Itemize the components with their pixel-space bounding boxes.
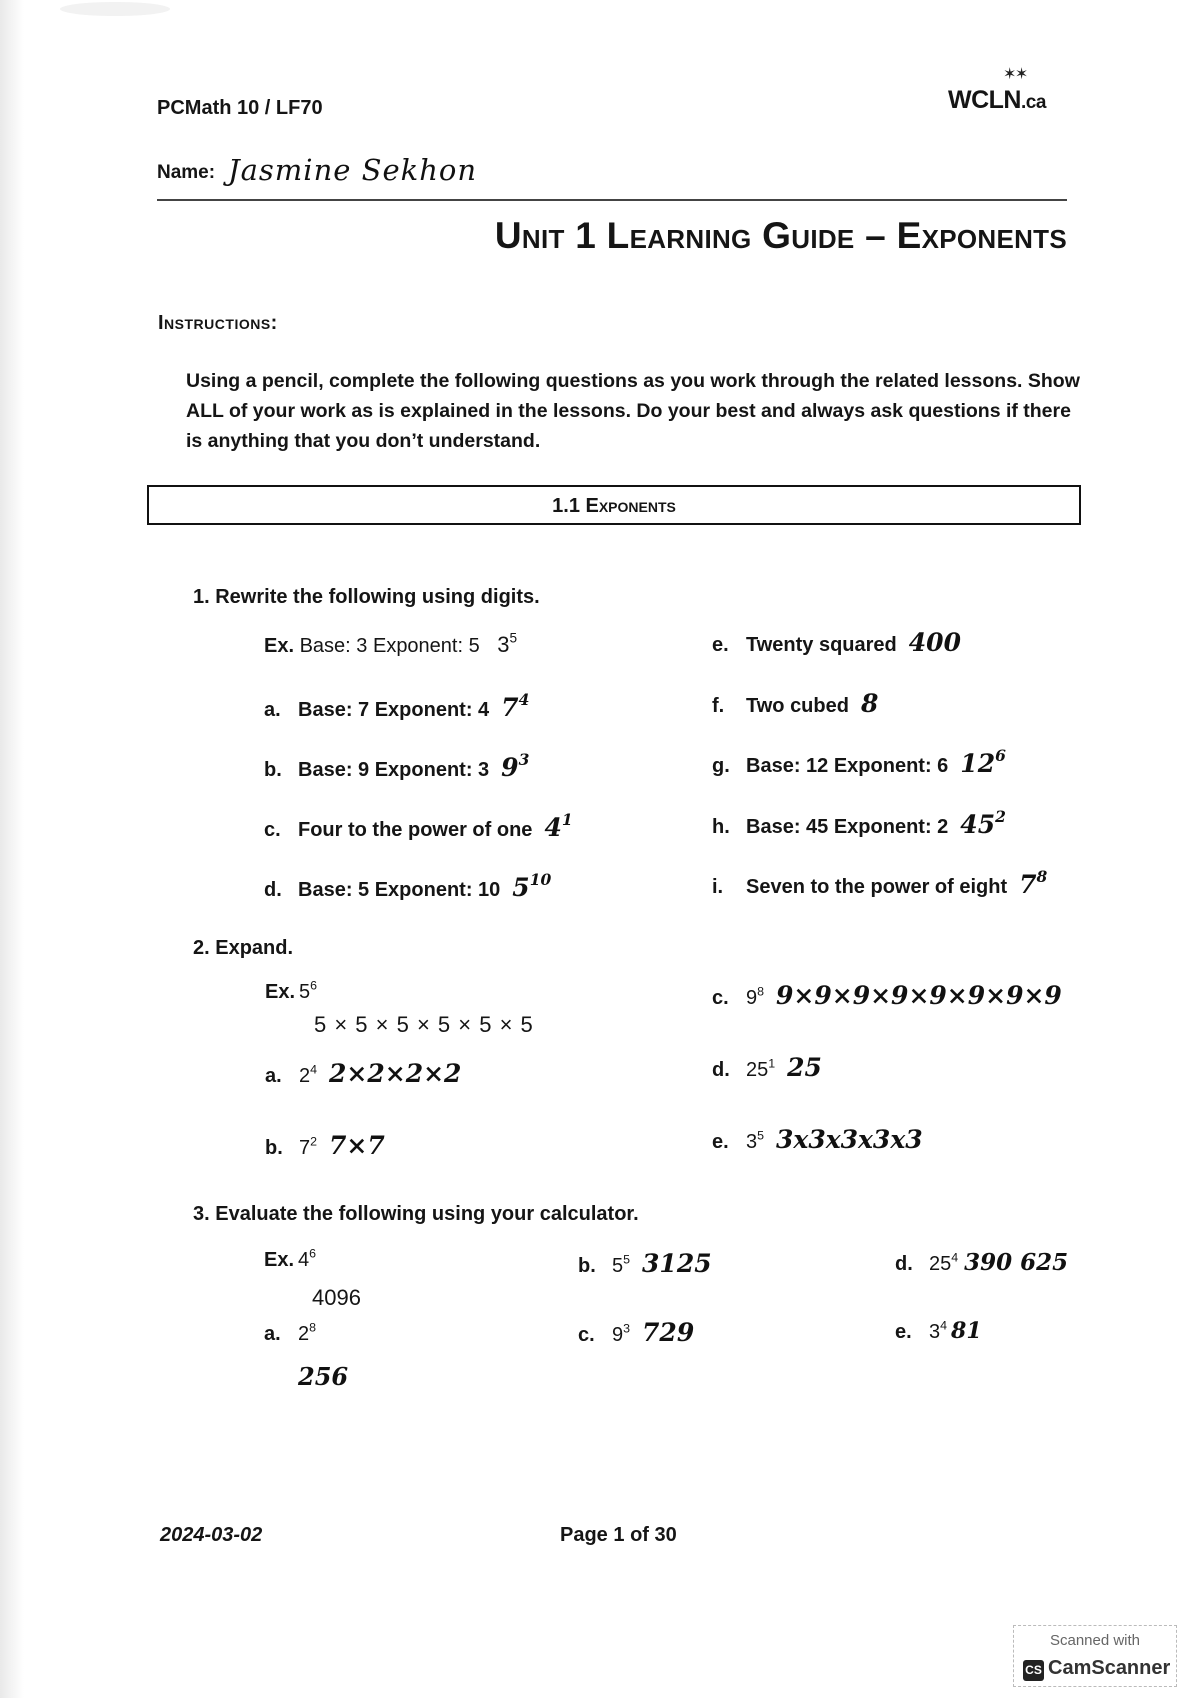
q1-item-answer (960, 807, 1006, 839)
power-exp: 2 (310, 1134, 318, 1149)
q2-example-power (299, 978, 318, 1003)
q3-item-d (895, 1249, 1068, 1276)
watermark-brand: CamScanner (1048, 1657, 1171, 1679)
q1-item-a (264, 690, 530, 722)
student-name: Jasmine Sekhon (228, 153, 478, 187)
power-exp: 1 (768, 1056, 776, 1071)
name-label: Name: (157, 162, 216, 183)
course-code: PCMath 10 / LF70 (157, 97, 323, 119)
logo-stars-icon: ✶ ✶ (1003, 66, 1026, 83)
q3-example-letter: Ex. (264, 1249, 295, 1271)
answer-exp: 3 (518, 750, 530, 770)
page-current: 1 (613, 1524, 625, 1546)
power-base: 3 (929, 1321, 941, 1343)
q1-item-answer (512, 870, 552, 902)
answer-exp: 8 (1036, 867, 1048, 887)
q2-example-letter: Ex. (265, 981, 296, 1003)
q2-item-d (712, 1053, 822, 1082)
watermark-caption: Scanned with (1049, 1632, 1141, 1649)
q3-item-power (298, 1320, 317, 1345)
q2-item-letter: c. (712, 987, 729, 1009)
q3-item-letter: b. (578, 1255, 596, 1277)
answer-exp: 4 (518, 690, 530, 710)
q2-item-a (265, 1059, 461, 1088)
site-logo-text: WCLN (948, 86, 1021, 114)
power-base: 3 (746, 1131, 758, 1153)
q1-item-letter: i. (712, 876, 724, 898)
q2-item-e (712, 1125, 923, 1154)
q3-item-answer: 729 (642, 1318, 695, 1347)
answer-base: 5 (512, 873, 530, 902)
q2-item-answer: 2×2×2×2 (329, 1059, 462, 1088)
answer-base: 7 (1019, 870, 1037, 899)
power-base: 25 (746, 1059, 769, 1081)
q3-example-power (298, 1246, 317, 1271)
page-prefix: Page (560, 1524, 608, 1546)
q1-item-letter: e. (712, 634, 729, 656)
q1-item-answer (501, 750, 530, 782)
q1-example-base: 3 (497, 632, 510, 657)
power-base: 5 (612, 1255, 624, 1277)
q1-item-answer (1019, 867, 1048, 899)
q1-item-text: Base: 5 Exponent: 10 (298, 879, 501, 901)
q1-item-text: Base: 45 Exponent: 2 (746, 816, 949, 838)
power-exp: 3 (623, 1321, 631, 1336)
power-exp: 8 (757, 984, 765, 999)
q2-item-power (299, 1062, 318, 1087)
q2-item-letter: a. (265, 1065, 282, 1087)
instructions-heading: Instructions: (158, 312, 278, 334)
q1-example-answer (497, 632, 517, 657)
q1-item-g (712, 746, 1006, 778)
q2-item-letter: e. (712, 1131, 729, 1153)
q1-item-c (264, 810, 573, 842)
answer-exp: 1 (561, 810, 573, 830)
q1-item-text: Twenty squared (746, 634, 897, 656)
q3-item-a (264, 1320, 317, 1346)
power-exp: 4 (951, 1250, 959, 1265)
site-logo (948, 86, 1046, 115)
q3-item-answer: 390 625 (964, 1249, 1069, 1276)
q3-item-letter: a. (264, 1323, 281, 1345)
answer-exp: 2 (995, 807, 1006, 827)
power-base: 4 (298, 1249, 310, 1271)
q1-item-text: Four to the power of one (298, 819, 533, 841)
instructions-text: Using a pencil, complete the following questions as you work through the related lessons. Show ALL of your work as is explained in the lessons. Do your best and always ask questions if there is anything that you don’t understand. (186, 370, 1080, 452)
q2-item-answer: 9×9×9×9×9×9×9×9 (776, 981, 1062, 1010)
q1-item-f (712, 689, 878, 718)
q2-example-expansion: 5 × 5 × 5 × 5 × 5 × 5 (314, 1012, 534, 1037)
q3-item-e (895, 1318, 982, 1344)
answer-exp: 6 (995, 746, 1006, 766)
page-number (560, 1524, 677, 1547)
power-base: 2 (299, 1065, 311, 1087)
q1-item-answer (501, 690, 530, 722)
page-title: Unit 1 Learning Guide – Exponents (494, 215, 1067, 256)
q1-item-answer (909, 628, 961, 657)
q1-item-letter: g. (712, 755, 730, 777)
power-exp: 5 (623, 1252, 631, 1267)
q1-item-answer (960, 746, 1006, 778)
answer-base: 9 (501, 753, 519, 782)
q3-example (264, 1246, 317, 1272)
q2-item-power (746, 1056, 776, 1081)
section-header-box (147, 485, 1081, 525)
q1-item-b (264, 750, 530, 782)
answer-base: 400 (908, 628, 961, 657)
power-exp: 5 (757, 1128, 765, 1143)
q1-item-e (712, 628, 961, 657)
q3-item-power (612, 1252, 631, 1277)
q1-example (264, 632, 517, 658)
q3-item-answer: 3125 (642, 1249, 712, 1278)
power-exp: 6 (309, 1246, 317, 1261)
q1-item-d (264, 870, 552, 902)
page-total: 30 (654, 1524, 677, 1546)
q3-item-letter: c. (578, 1324, 595, 1346)
site-logo-domain: .ca (1020, 92, 1046, 113)
answer-base: 45 (960, 810, 996, 839)
q3-example-answer: 4096 (312, 1285, 361, 1310)
power-base: 9 (746, 987, 758, 1009)
q1-item-letter: d. (264, 879, 282, 901)
camscanner-watermark (1013, 1625, 1177, 1687)
q1-heading: 1. Rewrite the following using digits. (193, 586, 540, 608)
power-exp: 6 (310, 978, 318, 993)
q3-item-letter: e. (895, 1321, 912, 1343)
q3-item-b (578, 1249, 712, 1278)
camscanner-logo-icon: CS (1023, 1660, 1044, 1681)
q3-item-power (929, 1318, 948, 1343)
power-exp: 4 (310, 1062, 318, 1077)
q3-item-power (929, 1250, 959, 1275)
q3-item-c (578, 1318, 694, 1347)
q2-item-power (299, 1134, 318, 1159)
q2-item-answer: 3x3x3x3x3 (776, 1125, 923, 1154)
q2-item-power (746, 1128, 765, 1153)
power-exp: 4 (940, 1318, 948, 1333)
answer-base: 4 (544, 813, 562, 842)
page-of: of (630, 1524, 649, 1546)
q2-item-letter: d. (712, 1059, 730, 1081)
power-base: 7 (299, 1137, 311, 1159)
q1-item-text: Base: 9 Exponent: 3 (298, 759, 490, 781)
q3-heading: 3. Evaluate the following using your calculator. (193, 1203, 639, 1225)
scan-smudge (60, 2, 170, 16)
q2-item-b (265, 1131, 385, 1160)
q1-item-answer (544, 810, 573, 842)
q1-item-h (712, 807, 1006, 839)
answer-base: 7 (501, 693, 519, 722)
scan-edge (0, 0, 24, 1698)
footer-date: 2024-03-02 (160, 1524, 263, 1546)
q3-item-answer: 81 (951, 1318, 982, 1344)
q1-item-text: Base: 12 Exponent: 6 (746, 755, 949, 777)
q1-item-letter: b. (264, 759, 282, 781)
q1-example-letter: Ex. (264, 635, 295, 657)
q1-item-letter: a. (264, 699, 281, 721)
answer-exp: 10 (529, 870, 552, 890)
q1-item-letter: f. (712, 695, 725, 717)
answer-base: 8 (860, 689, 879, 718)
q1-item-answer (861, 689, 878, 718)
q2-item-letter: b. (265, 1137, 283, 1159)
power-base: 9 (612, 1324, 624, 1346)
q1-example-exp: 5 (509, 630, 518, 646)
power-exp: 8 (309, 1320, 317, 1335)
q1-item-letter: h. (712, 816, 730, 838)
power-base: 5 (299, 981, 311, 1003)
q1-example-text: Base: 3 Exponent: 5 (299, 635, 480, 657)
header-divider (157, 199, 1067, 201)
q1-item-text: Seven to the power of eight (746, 876, 1008, 898)
q1-item-text: Two cubed (746, 695, 849, 717)
q2-item-c (712, 981, 1062, 1010)
q2-heading: 2. Expand. (193, 937, 294, 959)
q3-item-a-answer: 256 (298, 1362, 349, 1391)
q1-item-letter: c. (264, 819, 281, 841)
q3-item-letter: d. (895, 1253, 913, 1275)
power-base: 2 (298, 1323, 310, 1345)
q2-item-power (746, 984, 765, 1009)
q3-item-power (612, 1321, 631, 1346)
q1-item-i (712, 867, 1048, 899)
section-title: 1.1 Exponents (552, 495, 676, 517)
q1-item-text: Base: 7 Exponent: 4 (298, 699, 490, 721)
q2-item-answer: 25 (787, 1053, 822, 1082)
q2-example (265, 978, 318, 1004)
power-base: 25 (929, 1253, 952, 1275)
q2-item-answer: 7×7 (329, 1131, 385, 1160)
answer-base: 12 (960, 749, 996, 778)
